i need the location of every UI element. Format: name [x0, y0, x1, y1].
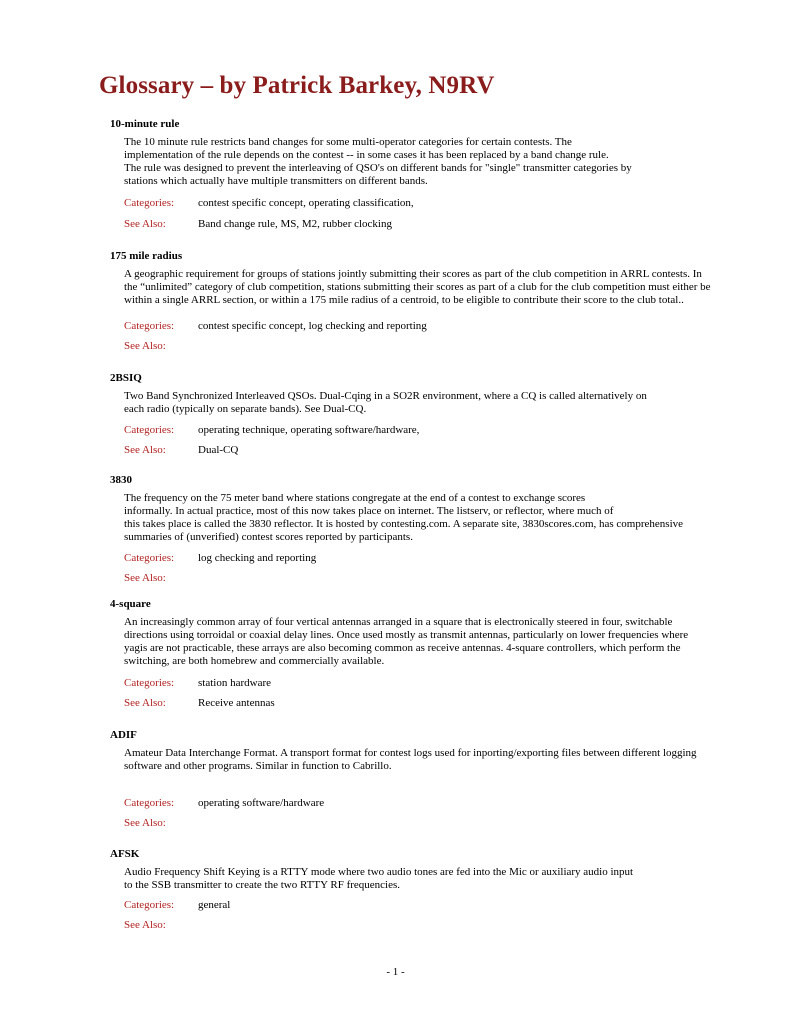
categories-row	[124, 320, 427, 333]
categories-row	[124, 797, 324, 810]
entry-definition	[124, 616, 688, 668]
entry-term: 2BSIQ	[110, 372, 142, 384]
entry-definition	[124, 866, 633, 892]
categories-row	[124, 552, 316, 565]
definition-line: within a single ARRL section, or within a 175 mile radius of a centroid, to be eligible to contribute their score to the club total..	[124, 294, 684, 306]
entry-definition	[124, 136, 632, 188]
definition-line: Two Band Synchronized Interleaved QSOs. Dual-Cqing in a SO2R environment, where a CQ is called alternatively on	[124, 390, 647, 402]
see-also-value: Dual-CQ	[198, 444, 239, 456]
see-also-label: See Also:	[124, 572, 166, 584]
definition-line: informally. In actual practice, most of this now takes place on internet. The listserv, or reflector, where much of	[124, 505, 614, 517]
entry-term: 175 mile radius	[110, 250, 183, 262]
definition-line: directions using torroidal or coaxial delay lines. Once used mostly as transmit antennas, particularly on lower frequencies where	[124, 629, 689, 641]
categories-label: Categories:	[124, 797, 175, 809]
categories-value: log checking and reporting	[198, 552, 317, 564]
entry-term: 10-minute rule	[110, 118, 180, 130]
see-also-row	[124, 218, 392, 231]
categories-value: operating technique, operating software/hardware,	[198, 424, 420, 436]
categories-value: contest specific concept, operating classification,	[198, 197, 414, 209]
definition-line: switching, are both homebrew and commercially available.	[124, 655, 385, 667]
definition-line: An increasingly common array of four vertical antennas arranged in a square that is electronically steered in four, switchable	[124, 616, 673, 628]
see-also-row	[124, 444, 238, 457]
see-also-value: Band change rule, MS, M2, rubber clocking	[198, 218, 392, 230]
see-also-row	[124, 340, 198, 353]
categories-label: Categories:	[124, 197, 175, 209]
entry-term: AFSK	[110, 848, 140, 860]
definition-line: the “unlimited” category of club competition, stations submitting their scores as part of a club for the club competition must either be	[124, 281, 711, 293]
categories-value: operating software/hardware	[198, 797, 325, 809]
entry-definition	[124, 390, 647, 416]
categories-row	[124, 899, 230, 912]
definition-line: The rule was designed to prevent the interleaving of QSO's on different bands for "single" transmitter categories by	[124, 162, 632, 174]
see-also-label: See Also:	[124, 218, 166, 230]
definition-line: A geographic requirement for groups of stations jointly submitting their scores as part of the club competition in ARRL contests. In	[124, 268, 702, 280]
categories-label: Categories:	[124, 552, 175, 564]
definition-line: Amateur Data Interchange Format. A transport format for contest logs used for inporting/exporting files between different logging	[124, 747, 697, 759]
entry-definition	[124, 492, 683, 544]
categories-value: contest specific concept, log checking and reporting	[198, 320, 427, 332]
see-also-label: See Also:	[124, 919, 166, 931]
entry-definition	[124, 268, 711, 307]
categories-value: general	[198, 899, 231, 911]
entry-definition	[124, 747, 697, 773]
categories-row	[124, 677, 271, 690]
see-also-row	[124, 697, 275, 710]
definition-line: The 10 minute rule restricts band changes for some multi-operator categories for certain contests. The	[124, 136, 572, 148]
categories-label: Categories:	[124, 424, 175, 436]
categories-label: Categories:	[124, 899, 175, 911]
definition-line: each radio (typically on separate bands). See Dual-CQ.	[124, 403, 367, 415]
definition-line: software and other programs. Similar in function to Cabrillo.	[124, 760, 392, 772]
definition-line: this takes place is called the 3830 reflector. It is hosted by contesting.com. A separate site, 3830scores.com, has comprehensive	[124, 518, 684, 530]
see-also-label: See Also:	[124, 697, 166, 709]
see-also-label: See Also:	[124, 340, 166, 352]
page-number: - 1 -	[386, 966, 405, 978]
definition-line: to the SSB transmitter to create the two RTTY RF frequencies.	[124, 879, 401, 891]
definition-line: The frequency on the 75 meter band where stations congregate at the end of a contest to exchange scores	[124, 492, 586, 504]
categories-value: station hardware	[198, 677, 271, 689]
see-also-label: See Also:	[124, 817, 166, 829]
categories-label: Categories:	[124, 320, 175, 332]
categories-label: Categories:	[124, 677, 175, 689]
definition-line: summaries of (unverified) contest scores reported by participants.	[124, 531, 413, 543]
entry-term: 4-square	[110, 598, 151, 610]
definition-line: stations which actually have multiple transmitters on different bands.	[124, 175, 428, 187]
see-also-row	[124, 817, 198, 830]
definition-line: Audio Frequency Shift Keying is a RTTY mode where two audio tones are fed into the Mic or auxiliary audio input	[124, 866, 634, 878]
see-also-row	[124, 919, 198, 932]
entry-term: 3830	[110, 474, 132, 486]
categories-row	[124, 424, 419, 437]
see-also-label: See Also:	[124, 444, 166, 456]
entry-term: ADIF	[110, 729, 137, 741]
see-also-row	[124, 572, 198, 585]
categories-row	[124, 197, 414, 210]
page-title: Glossary – by Patrick Barkey, N9RV	[99, 72, 495, 99]
see-also-value: Receive antennas	[198, 697, 275, 709]
definition-line: implementation of the rule depends on the contest -- in some cases it has been replaced by a band change rule.	[124, 149, 609, 161]
definition-line: yagis are not practicable, these arrays are also becoming common as receive antennas. 4-square controllers, which perform the	[124, 642, 681, 654]
